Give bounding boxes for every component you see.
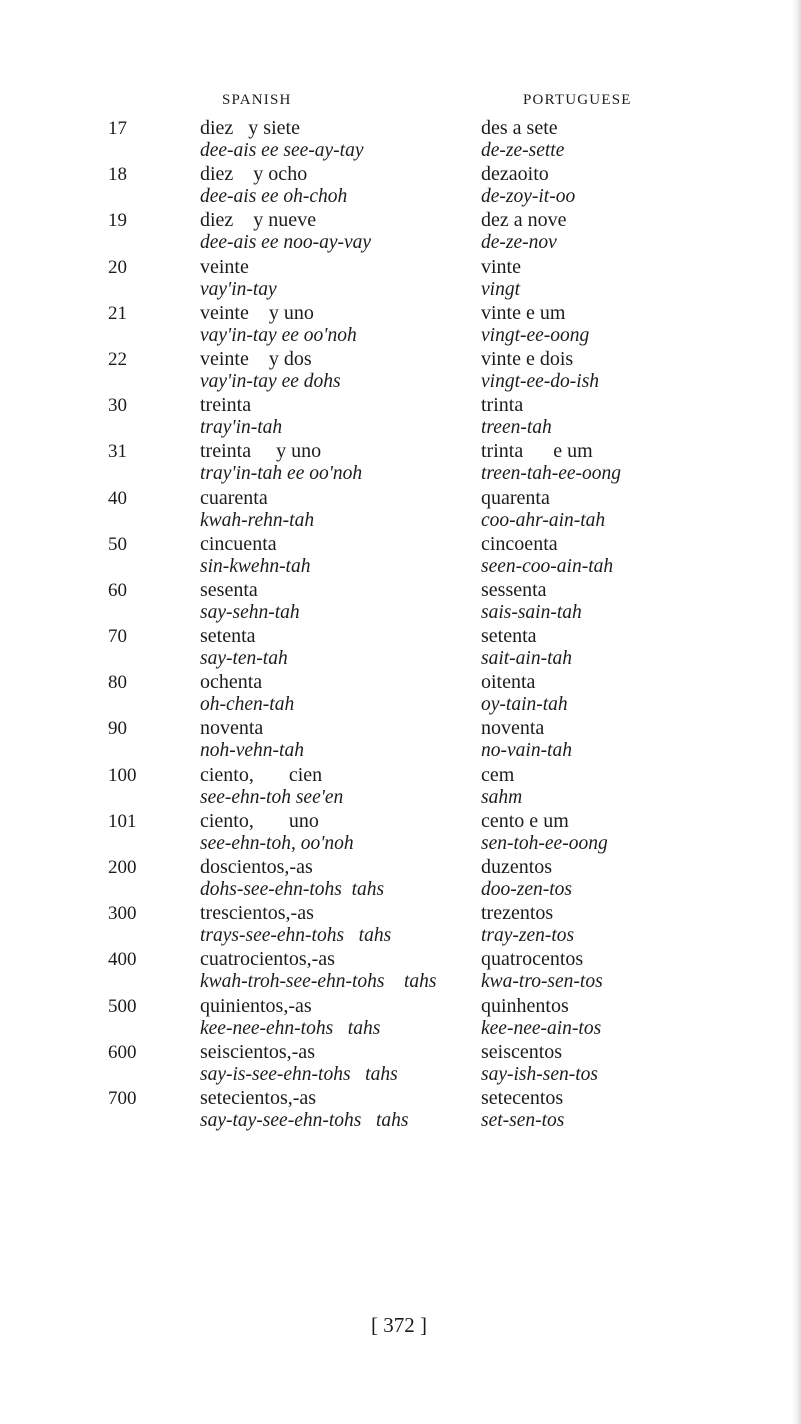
portuguese-pronunciation: sen-toh-ee-oong [481, 832, 608, 854]
entry-row [0, 1041, 801, 1087]
portuguese-word: trezentos [481, 902, 554, 925]
portuguese-pronunciation: treen-tah [481, 417, 552, 439]
entry-row [0, 487, 801, 533]
number-entries-list [0, 117, 801, 1133]
entry-row [0, 856, 801, 902]
entry-number: 80 [108, 672, 127, 694]
spanish-word: ciento, cien [200, 763, 323, 786]
spanish-pronunciation: trays-see-ehn-tohs tahs [200, 925, 392, 947]
portuguese-pronunciation: de-zoy-it-oo [481, 186, 576, 208]
entry-row [0, 810, 801, 856]
portuguese-word: quinhentos [481, 994, 569, 1017]
entry-number: 18 [108, 164, 127, 186]
portuguese-word: dezaoito [481, 163, 549, 186]
portuguese-word: cincoenta [481, 532, 558, 555]
entry-row [0, 995, 801, 1041]
entry-number: 70 [108, 626, 127, 648]
portuguese-word: noventa [481, 717, 545, 740]
portuguese-pronunciation: no-vain-tah [481, 740, 572, 762]
portuguese-word: trinta e um [481, 440, 593, 463]
entry-number: 500 [108, 995, 137, 1017]
entry-row [0, 117, 801, 163]
spanish-word: trescientos,-as [200, 902, 314, 925]
spanish-pronunciation: say-ten-tah [200, 648, 288, 670]
spanish-word: veinte y uno [200, 301, 314, 324]
portuguese-pronunciation: sait-ain-tah [481, 648, 572, 670]
portuguese-word: sessenta [481, 578, 547, 601]
entry-number: 30 [108, 395, 127, 417]
entry-number: 21 [108, 302, 127, 324]
spanish-word: doscientos,-as [200, 856, 313, 878]
spanish-word: diez y siete [200, 117, 300, 139]
entry-row [0, 1087, 801, 1133]
spanish-word: setenta [200, 625, 256, 648]
entry-number: 100 [108, 764, 137, 786]
spanish-word: cincuenta [200, 532, 277, 555]
spanish-pronunciation: dohs-see-ehn-tohs tahs [200, 879, 385, 900]
spanish-word: quinientos,-as [200, 994, 312, 1017]
spanish-pronunciation: see-ehn-toh see'en [200, 786, 344, 808]
portuguese-word: quarenta [481, 486, 550, 509]
spanish-word: seiscientos,-as [200, 1040, 315, 1063]
entry-number: 50 [108, 533, 127, 555]
entry-number: 31 [108, 441, 127, 463]
portuguese-word: oitenta [481, 671, 536, 694]
portuguese-pronunciation: kwa-tro-sen-tos [481, 971, 603, 993]
spanish-word: treinta y uno [200, 440, 322, 463]
spanish-pronunciation: tray'in-tah ee oo'noh [200, 463, 363, 485]
spanish-pronunciation: vay'in-tay [200, 278, 277, 300]
entry-row [0, 348, 801, 394]
portuguese-word: des a sete [481, 117, 558, 139]
portuguese-pronunciation: de-ze-nov [481, 232, 557, 254]
spanish-word: veinte [200, 255, 249, 278]
spanish-pronunciation: dee-ais ee noo-ay-vay [200, 232, 372, 254]
portuguese-pronunciation: vingt-ee-oong [481, 324, 590, 346]
entry-row [0, 209, 801, 255]
spanish-word: ciento, uno [200, 809, 319, 832]
entry-row [0, 764, 801, 810]
entry-row [0, 163, 801, 209]
spanish-pronunciation: kwah-rehn-tah [200, 509, 315, 531]
entry-row [0, 256, 801, 302]
spanish-pronunciation: say-is-see-ehn-tohs tahs [200, 1063, 398, 1085]
spanish-word: noventa [200, 717, 264, 740]
spanish-pronunciation: tray'in-tah [200, 417, 283, 439]
portuguese-word: vinte e dois [481, 347, 574, 370]
portuguese-word: dez a nove [481, 209, 567, 232]
entry-number: 40 [108, 487, 127, 509]
spanish-word: cuarenta [200, 486, 268, 509]
entry-row [0, 902, 801, 948]
portuguese-pronunciation: doo-zen-tos [481, 879, 572, 900]
entry-number: 400 [108, 949, 137, 971]
entry-row [0, 440, 801, 486]
entry-number: 22 [108, 348, 127, 370]
spanish-column-header: SPANISH [222, 92, 292, 108]
entry-row [0, 671, 801, 717]
entry-row [0, 394, 801, 440]
portuguese-pronunciation: oy-tain-tah [481, 694, 568, 716]
spanish-word: ochenta [200, 671, 263, 694]
spanish-pronunciation: oh-chen-tah [200, 694, 295, 716]
spanish-word: diez y nueve [200, 209, 317, 232]
entry-row [0, 625, 801, 671]
spanish-pronunciation: dee-ais ee oh-choh [200, 186, 348, 208]
portuguese-pronunciation: kee-nee-ain-tos [481, 1017, 602, 1039]
entry-number: 20 [108, 256, 127, 278]
spanish-pronunciation: dee-ais ee see-ay-tay [200, 140, 364, 161]
spanish-pronunciation: say-tay-see-ehn-tohs tahs [200, 1109, 409, 1131]
portuguese-pronunciation: sahm [481, 786, 523, 808]
portuguese-word: cem [481, 763, 515, 786]
spanish-pronunciation: noh-vehn-tah [200, 740, 304, 762]
spanish-pronunciation: vay'in-tay ee dohs [200, 370, 341, 392]
portuguese-pronunciation: treen-tah-ee-oong [481, 463, 622, 485]
spanish-word: diez y ocho [200, 163, 308, 186]
spanish-pronunciation: kwah-troh-see-ehn-tohs tahs [200, 971, 437, 993]
portuguese-pronunciation: say-ish-sen-tos [481, 1063, 598, 1085]
portuguese-pronunciation: set-sen-tos [481, 1109, 565, 1131]
entry-row [0, 717, 801, 763]
spanish-word: sesenta [200, 578, 258, 601]
portuguese-word: setenta [481, 625, 537, 648]
spanish-pronunciation: say-sehn-tah [200, 601, 300, 623]
spanish-pronunciation: sin-kwehn-tah [200, 555, 311, 577]
entry-number: 101 [108, 810, 137, 832]
portuguese-pronunciation: tray-zen-tos [481, 925, 575, 947]
entry-number: 600 [108, 1041, 137, 1063]
portuguese-pronunciation: vingt [481, 278, 520, 300]
entry-number: 19 [108, 210, 127, 232]
portuguese-word: seiscentos [481, 1040, 563, 1063]
portuguese-pronunciation: seen-coo-ain-tah [481, 555, 614, 577]
portuguese-word: trinta [481, 394, 524, 417]
entry-row [0, 533, 801, 579]
portuguese-word: vinte e um [481, 301, 566, 324]
entry-number: 90 [108, 718, 127, 740]
spanish-word: cuatrocientos,-as [200, 948, 335, 971]
portuguese-column-header: PORTUGUESE [523, 92, 632, 108]
entry-row [0, 579, 801, 625]
entry-row [0, 948, 801, 994]
portuguese-pronunciation: vingt-ee-do-ish [481, 370, 600, 392]
portuguese-word: setecentos [481, 1086, 564, 1109]
portuguese-word: quatrocentos [481, 948, 584, 971]
entry-number: 700 [108, 1087, 137, 1109]
spanish-pronunciation: vay'in-tay ee oo'noh [200, 324, 357, 346]
portuguese-pronunciation: coo-ahr-ain-tah [481, 509, 606, 531]
entry-row [0, 302, 801, 348]
spanish-pronunciation: see-ehn-toh, oo'noh [200, 832, 354, 854]
spanish-word: treinta [200, 394, 252, 417]
spanish-word: veinte y dos [200, 347, 312, 370]
entry-number: 300 [108, 903, 137, 925]
entry-number: 60 [108, 579, 127, 601]
portuguese-word: cento e um [481, 809, 569, 832]
portuguese-word: duzentos [481, 856, 553, 878]
spanish-word: setecientos,-as [200, 1086, 317, 1109]
spanish-pronunciation: kee-nee-ehn-tohs tahs [200, 1017, 381, 1039]
entry-number: 17 [108, 118, 127, 139]
entry-number: 200 [108, 857, 137, 878]
portuguese-pronunciation: de-ze-sette [481, 140, 565, 161]
portuguese-word: vinte [481, 255, 521, 278]
portuguese-pronunciation: sais-sain-tah [481, 601, 582, 623]
page-number: [ 372 ] [371, 1313, 427, 1337]
